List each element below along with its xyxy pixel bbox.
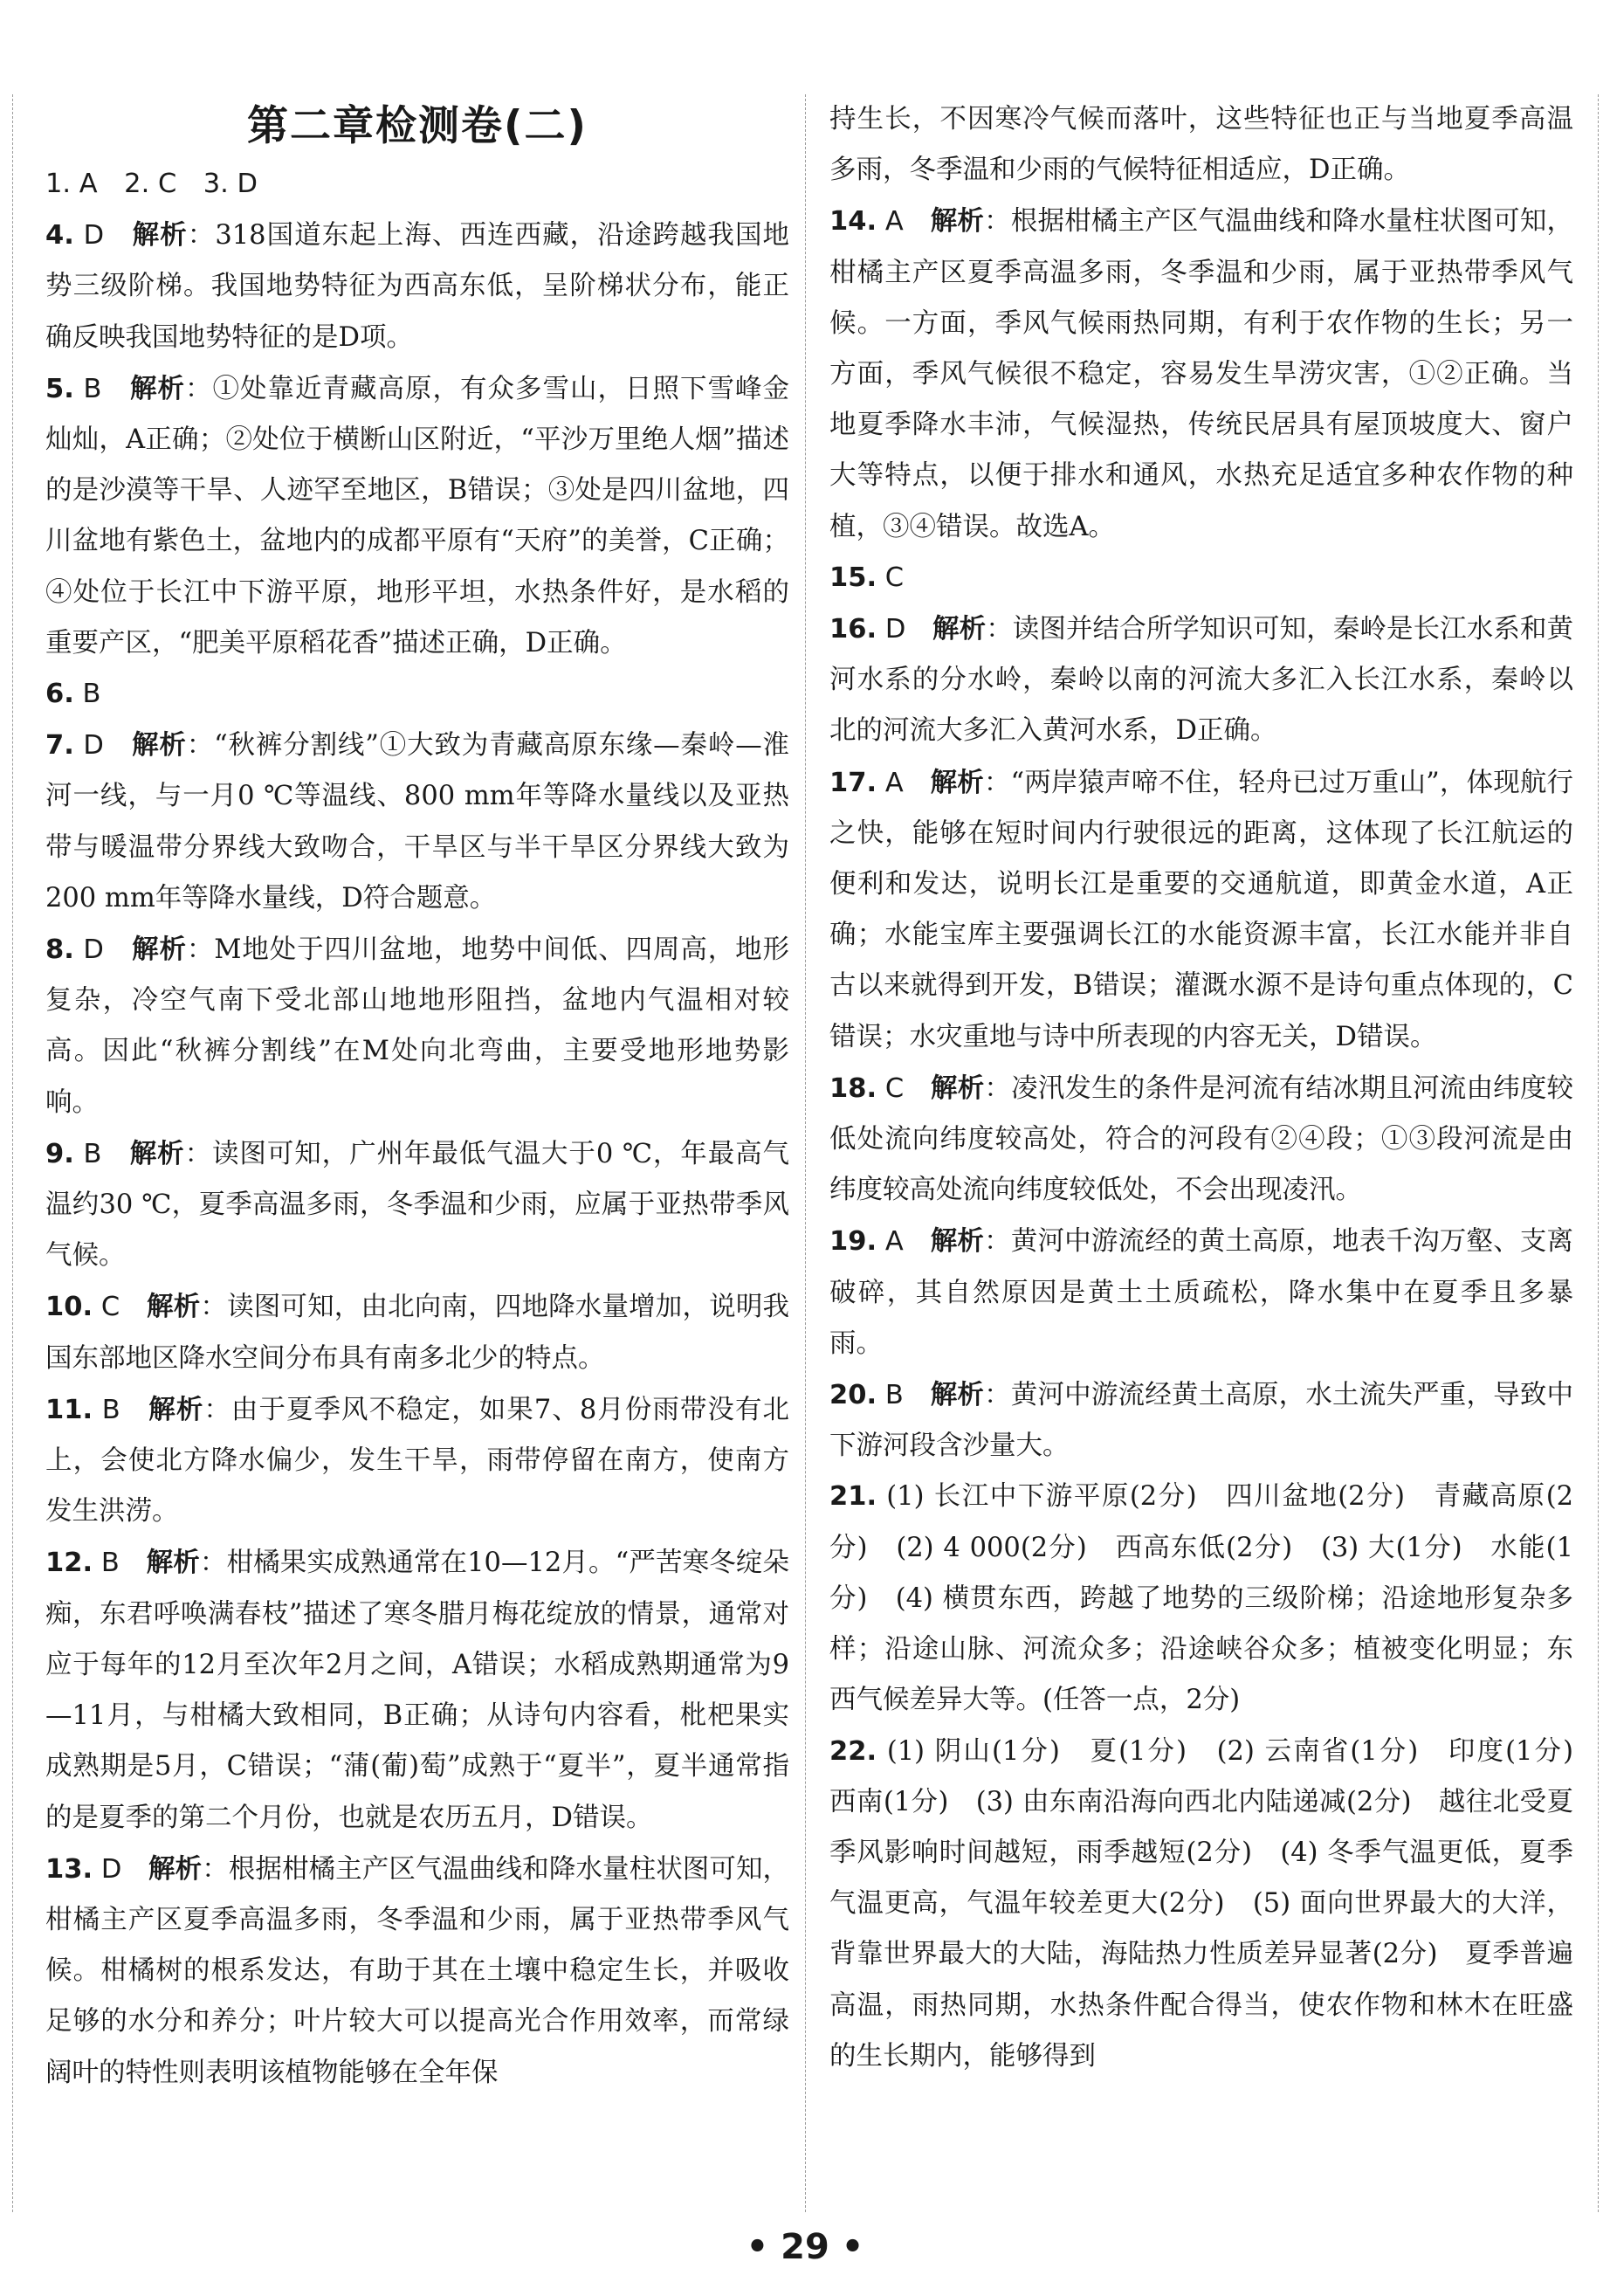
answer-item: 8. D 解析：M地处于四川盆地，地势中间低、四周高，地形复杂，冷空气南下受北部山地地形阻挡，盆地内气温相对较高。因此“秋裤分割线”在M处向北弯曲，主要受地形地势影响。 xyxy=(45,934,789,1118)
analysis-label: 解析 xyxy=(132,934,187,966)
answer-choice: A xyxy=(884,767,904,798)
answer-choice: D xyxy=(100,1853,122,1885)
answer-choice: C xyxy=(884,562,905,593)
question-number: 8. xyxy=(45,934,74,966)
answer-item: 7. D 解析：“秋裤分割线”①大致为青藏高原东缘—秦岭—淮河一线，与一月0 ℃等温线、800 mm年等降水量线以及亚热带与暖温带分界线大致吻合，干旱区与半干旱区分界线大致为200 mm年等降水量线，D符合题意。 xyxy=(45,729,790,914)
answer-choice: D xyxy=(83,934,104,966)
analysis-text: “两岸猿声啼不住，轻舟已过万重山”，体现航行之快，能够在短时间内行驶很远的距离，这体现了长江航运的便利和发达，说明长江是重要的交通航道，即黄金水道，A正确；水能宝库主要强调长江的水能资源丰富，长江水能并非自古以来就得到开发，B错误；灌溉水源不是诗句重点体现的，C错误；水灾重地与诗中所表现的内容无关，D错误。 xyxy=(829,767,1573,1052)
question-number: 22. xyxy=(829,1735,877,1767)
analysis-label: 解析 xyxy=(129,1137,185,1169)
analysis-text: “秋裤分割线”①大致为青藏高原东缘—秦岭—淮河一线，与一月0 ℃等温线、800 mm年等降水量线以及亚热带与暖温带分界线大致吻合，干旱区与半干旱区分界线大致为200 mm年等降水量线，D符合题意。 xyxy=(45,730,790,914)
section-title: 第二章检测卷(二) xyxy=(247,102,588,150)
analysis-text: (1) 长江中下游平原(2分) 四川盆地(2分) 青藏高原(2分) (2) 4 000(2分) 西高东低(2分) (3) 大(1分) 水能(1分) (4) 横贯东西，跨越了地势的三级阶梯；沿途地形复杂多样；沿途山脉、河流众多；沿途峡谷众多；植被变化明显；东西气候差异大等。(任答一点，2分) xyxy=(829,1481,1574,1716)
answer-item xyxy=(45,669,789,720)
question-number: 12. xyxy=(45,1548,93,1579)
answer-item: 16. D 解析：读图并结合所学知识可知，秦岭是长江水系和黄河水系的分水岭，秦岭以南的河流大多汇入长江水系，秦岭以北的河流大多汇入黄河水系，D正确。 xyxy=(829,613,1574,747)
analysis-label: 解析 xyxy=(931,1072,985,1104)
page-number-value: 29 xyxy=(781,2227,829,2267)
answer-item xyxy=(45,159,789,210)
answer-choice: D xyxy=(83,730,104,762)
answer-choice: B xyxy=(83,1138,102,1169)
analysis-label: 解析 xyxy=(146,1547,200,1579)
answer-choice: A xyxy=(884,206,904,238)
analysis-label: 解析 xyxy=(147,1291,201,1323)
question-number: 21. xyxy=(829,1481,877,1513)
answer-choice: A xyxy=(884,1226,904,1258)
right-margin-dashed-line xyxy=(1598,94,1599,2212)
analysis-text: 根据柑橘主产区气温曲线和降水量柱状图可知，柑橘主产区夏季高温多雨，冬季温和少雨，属于亚热带季风气候。柑橘树的根系发达，有助于其在土壤中稳定生长，并吸收足够的水分和养分；叶片较大可以提高光合作用效率，而常绿阔叶的特性则表明该植物能够在全年保 xyxy=(45,1853,790,2088)
question-number: 16. xyxy=(829,614,877,645)
analysis-label: 解析 xyxy=(930,766,984,798)
answer-choice: C xyxy=(884,1072,905,1104)
analysis-text: 黄河中游流经的黄土高原，地表千沟万壑、支离破碎，其自然原因是黄土土质疏松，降水集中在夏季且多暴雨。 xyxy=(829,1226,1574,1359)
answer-item: 12. B 解析：柑橘果实成熟通常在10—12月。“严苦寒冬绽朵痴，东君呼唤满春枝”描述了寒冬腊月梅花绽放的情景，通常对应于每年的12月至次年2月之间，A错误；水稻成熟期通常为9—11月，与柑橘大致相同，B正确；从诗句内容看，枇杷果实成熟期是5月，C错误；“蒲(葡)萄”成熟于“夏半”，夏半通常指的是夏季的第二个月份，也就是农历五月，D错误。 xyxy=(45,1547,790,1833)
analysis-text: 读图可知，由北向南，四地降水量增加，说明我国东部地区降水空间分布具有南多北少的特点。 xyxy=(45,1292,789,1374)
answer-choice: 1. A 2. C 3. D xyxy=(45,169,258,199)
analysis-text: 读图并结合所学知识可知，秦岭是长江水系和黄河水系的分水岭，秦岭以南的河流大多汇入长江水系，秦岭以北的河流大多汇入黄河水系，D正确。 xyxy=(829,614,1574,747)
answer-choice: B xyxy=(83,373,102,404)
question-number: 6. xyxy=(45,679,74,710)
page-number xyxy=(0,2227,1610,2267)
answer-choice: C xyxy=(100,1292,120,1323)
answer-item: 17. A 解析：“两岸猿声啼不住，轻舟已过万重山”，体现航行之快，能够在短时间内行驶很远的距离，这体现了长江航运的便利和发达，说明长江是重要的交通航道，即黄金水道，A正确；水能宝库主要强调长江的水能资源丰富，长江水能并非自古以来就得到开发，B错误；灌溉水源不是诗句重点体现的，C错误；水灾重地与诗中所表现的内容无关，D错误。 xyxy=(829,766,1573,1052)
question-number: 7. xyxy=(45,730,74,762)
answer-item: 5. B 解析：①处靠近青藏高原，有众多雪山，日照下雪峰金灿灿，A正确；②处位于横断山区附近，“平沙万里绝人烟”描述的是沙漠等干旱、人迹罕至地区，B错误；③处是四川盆地，四川盆地有紫色土，盆地内的成都平原有“天府”的美誉，C正确；④处位于长江中下游平原，地形平坦，水热条件好，是水稻的重要产区，“肥美平原稻花香”描述正确，D正确。 xyxy=(45,372,790,658)
answer-item: 14. A 解析：根据柑橘主产区气温曲线和降水量柱状图可知，柑橘主产区夏季高温多雨，冬季温和少雨，属于亚热带季风气候。一方面，季风气候雨热同期，有利于农作物的生长；另一方面，季风气候很不稳定，容易发生旱涝灾害，①②正确。当地夏季降水丰沛，气候湿热，传统民居具有屋顶坡度大、窗户大等特点，以便于排水和通风，水热充足适宜多种农作物的种植，③④错误。故选A。 xyxy=(829,205,1574,542)
answer-item: 19. A 解析：黄河中游流经的黄土高原，地表千沟万壑、支离破碎，其自然原因是黄土土质疏松，降水集中在夏季且多暴雨。 xyxy=(829,1225,1574,1359)
answer-item: 9. B 解析：读图可知，广州年最低气温大于0 ℃，年最高气温约30 ℃，夏季高温多雨，冬季温和少雨，应属于亚热带季风气候。 xyxy=(45,1137,790,1272)
answer-item xyxy=(829,553,1573,603)
analysis-label: 解析 xyxy=(932,613,987,645)
analysis-text: (1) 阴山(1分) 夏(1分) (2) 云南省(1分) 印度(1分) 西南(1分) (3) 由东南沿海向西北内陆递减(2分) 越往北受夏季风影响时间越短，雨季越短(2分) (4) 冬季气温更低，夏季气温更高，气温年较差更大(2分) (5) 面向世界最大的大洋，背靠世界最大的大陆，海陆热力性质差异显著(2分) 夏季普遍高温，雨热同期，水热条件配合得当，使农作物和林木在旺盛的生长期内，能够得到 xyxy=(829,1735,1600,2072)
answer-item: 18. C 解析：凌汛发生的条件是河流有结冰期且河流由纬度较低处流向纬度较高处，符合的河段有②④段；①③段河流是由纬度较高处流向纬度较低处，不会出现凌汛。 xyxy=(829,1072,1573,1206)
answer-choice: B xyxy=(101,1394,120,1425)
answer-choice: B xyxy=(100,1548,120,1579)
analysis-text: 黄河中游流经黄土高原，水土流失严重，导致中下游河段含沙量大。 xyxy=(829,1380,1574,1462)
analysis-label: 解析 xyxy=(132,219,188,252)
question-number: 19. xyxy=(829,1226,877,1258)
question-number: 18. xyxy=(829,1072,877,1104)
analysis-text: 凌汛发生的条件是河流有结冰期且河流由纬度较低处流向纬度较高处，符合的河段有②④段；①③段河流是由纬度较高处流向纬度较低处，不会出现凌汛。 xyxy=(829,1072,1573,1206)
analysis-text: 318国道东起上海、西连西藏，沿途跨越我国地势三级阶梯。我国地势特征为西高东低，呈阶梯状分布，能正确反映我国地势特征的是D项。 xyxy=(45,220,790,353)
analysis-text: 读图可知，广州年最低气温大于0 ℃，年最高气温约30 ℃，夏季高温多雨，冬季温和少雨，应属于亚热带季风气候。 xyxy=(45,1138,790,1272)
answer-item xyxy=(829,1727,1600,2082)
answer-item: 11. B 解析：由于夏季风不稳定，如果7、8月份雨带没有北上，会使北方降水偏少，发生干旱，雨带停留在南方，使南方发生洪涝。 xyxy=(45,1393,789,1527)
answer-choice: B xyxy=(884,1380,904,1411)
answer-item: 10. C 解析：读图可知，由北向南，四地降水量增加，说明我国东部地区降水空间分布具有南多北少的特点。 xyxy=(45,1291,789,1374)
question-number: 14. xyxy=(829,206,877,238)
analysis-label: 解析 xyxy=(930,1379,985,1411)
column-divider-dashed-line xyxy=(805,94,806,2212)
analysis-text: 根据柑橘主产区气温曲线和降水量柱状图可知，柑橘主产区夏季高温多雨，冬季温和少雨，属于亚热带季风气候。一方面，季风气候雨热同期，有利于农作物的生长；另一方面，季风气候很不稳定，容易发生旱涝灾害，①②正确。当地夏季降水丰沛，气候湿热，传统民居具有屋顶坡度大、窗户大等特点，以便于排水和通风，水热充足适宜多种农作物的种植，③④错误。故选A。 xyxy=(829,206,1574,542)
answer-item xyxy=(829,94,1573,196)
analysis-label: 解析 xyxy=(930,1225,985,1258)
analysis-text: M地处于四川盆地，地势中间低、四周高，地形复杂，冷空气南下受北部山地地形阻挡，盆地内气温相对较高。因此“秋裤分割线”在M处向北弯曲，主要受地形地势影响。 xyxy=(45,934,789,1118)
answer-choice: D xyxy=(83,220,105,252)
question-number: 17. xyxy=(829,767,877,798)
question-number: 10. xyxy=(45,1292,93,1323)
answer-item: 4. D 解析：318国道东起上海、西连西藏，沿途跨越我国地势三级阶梯。我国地势特征为西高东低，呈阶梯状分布，能正确反映我国地势特征的是D项。 xyxy=(45,219,790,353)
question-number: 5. xyxy=(45,373,74,404)
analysis-label: 解析 xyxy=(930,205,985,238)
analysis-label: 解析 xyxy=(132,729,187,762)
analysis-text: 持生长，不因寒冷气候而落叶，这些特征也正与当地夏季高温多雨，冬季温和少雨的气候特征相适应，D正确。 xyxy=(829,104,1573,186)
question-number: 20. xyxy=(829,1380,877,1411)
left-margin-dashed-line xyxy=(12,94,13,2212)
page-number-dot-left: • xyxy=(746,2227,781,2267)
answer-item: 20. B 解析：黄河中游流经黄土高原，水土流失严重，导致中下游河段含沙量大。 xyxy=(829,1379,1574,1462)
analysis-text: 柑橘果实成熟通常在10—12月。“严苦寒冬绽朵痴，东君呼唤满春枝”描述了寒冬腊月梅花绽放的情景，通常对应于每年的12月至次年2月之间，A错误；水稻成熟期通常为9—11月，与柑橘大致相同，B正确；从诗句内容看，枇杷果实成熟期是5月，C错误；“蒲(葡)萄”成熟于“夏半”，夏半通常指的是夏季的第二个月份，也就是农历五月，D错误。 xyxy=(45,1548,790,1833)
question-number: 9. xyxy=(45,1138,74,1169)
question-number: 11. xyxy=(45,1394,93,1425)
question-number: 13. xyxy=(45,1853,93,1885)
answer-item xyxy=(829,1472,1573,1726)
question-number: 15. xyxy=(829,562,877,593)
answer-choice: B xyxy=(82,679,101,710)
analysis-text: ①处靠近青藏高原，有众多雪山，日照下雪峰金灿灿，A正确；②处位于横断山区附近，“平沙万里绝人烟”描述的是沙漠等干旱、人迹罕至地区，B错误；③处是四川盆地，四川盆地有紫色土，盆地内的成都平原有“天府”的美誉，C正确；④处位于长江中下游平原，地形平坦，水热条件好，是水稻的重要产区，“肥美平原稻花香”描述正确，D正确。 xyxy=(45,373,790,658)
analysis-text: 由于夏季风不稳定，如果7、8月份雨带没有北上，会使北方降水偏少，发生干旱，雨带停留在南方，使南方发生洪涝。 xyxy=(45,1394,789,1527)
left-column xyxy=(45,159,789,2099)
analysis-label: 解析 xyxy=(129,372,185,404)
analysis-label: 解析 xyxy=(148,1852,203,1885)
answer-choice: D xyxy=(884,614,906,645)
page-number-dot-right: • xyxy=(829,2227,864,2267)
analysis-label: 解析 xyxy=(148,1393,204,1425)
answer-item: 13. D 解析：根据柑橘主产区气温曲线和降水量柱状图可知，柑橘主产区夏季高温多雨，冬季温和少雨，属于亚热带季风气候。柑橘树的根系发达，有助于其在土壤中稳定生长，并吸收足够的水分和养分；叶片较大可以提高光合作用效率，而常绿阔叶的特性则表明该植物能够在全年保 xyxy=(45,1852,790,2088)
question-number: 4. xyxy=(45,220,74,252)
right-column xyxy=(829,94,1600,2082)
